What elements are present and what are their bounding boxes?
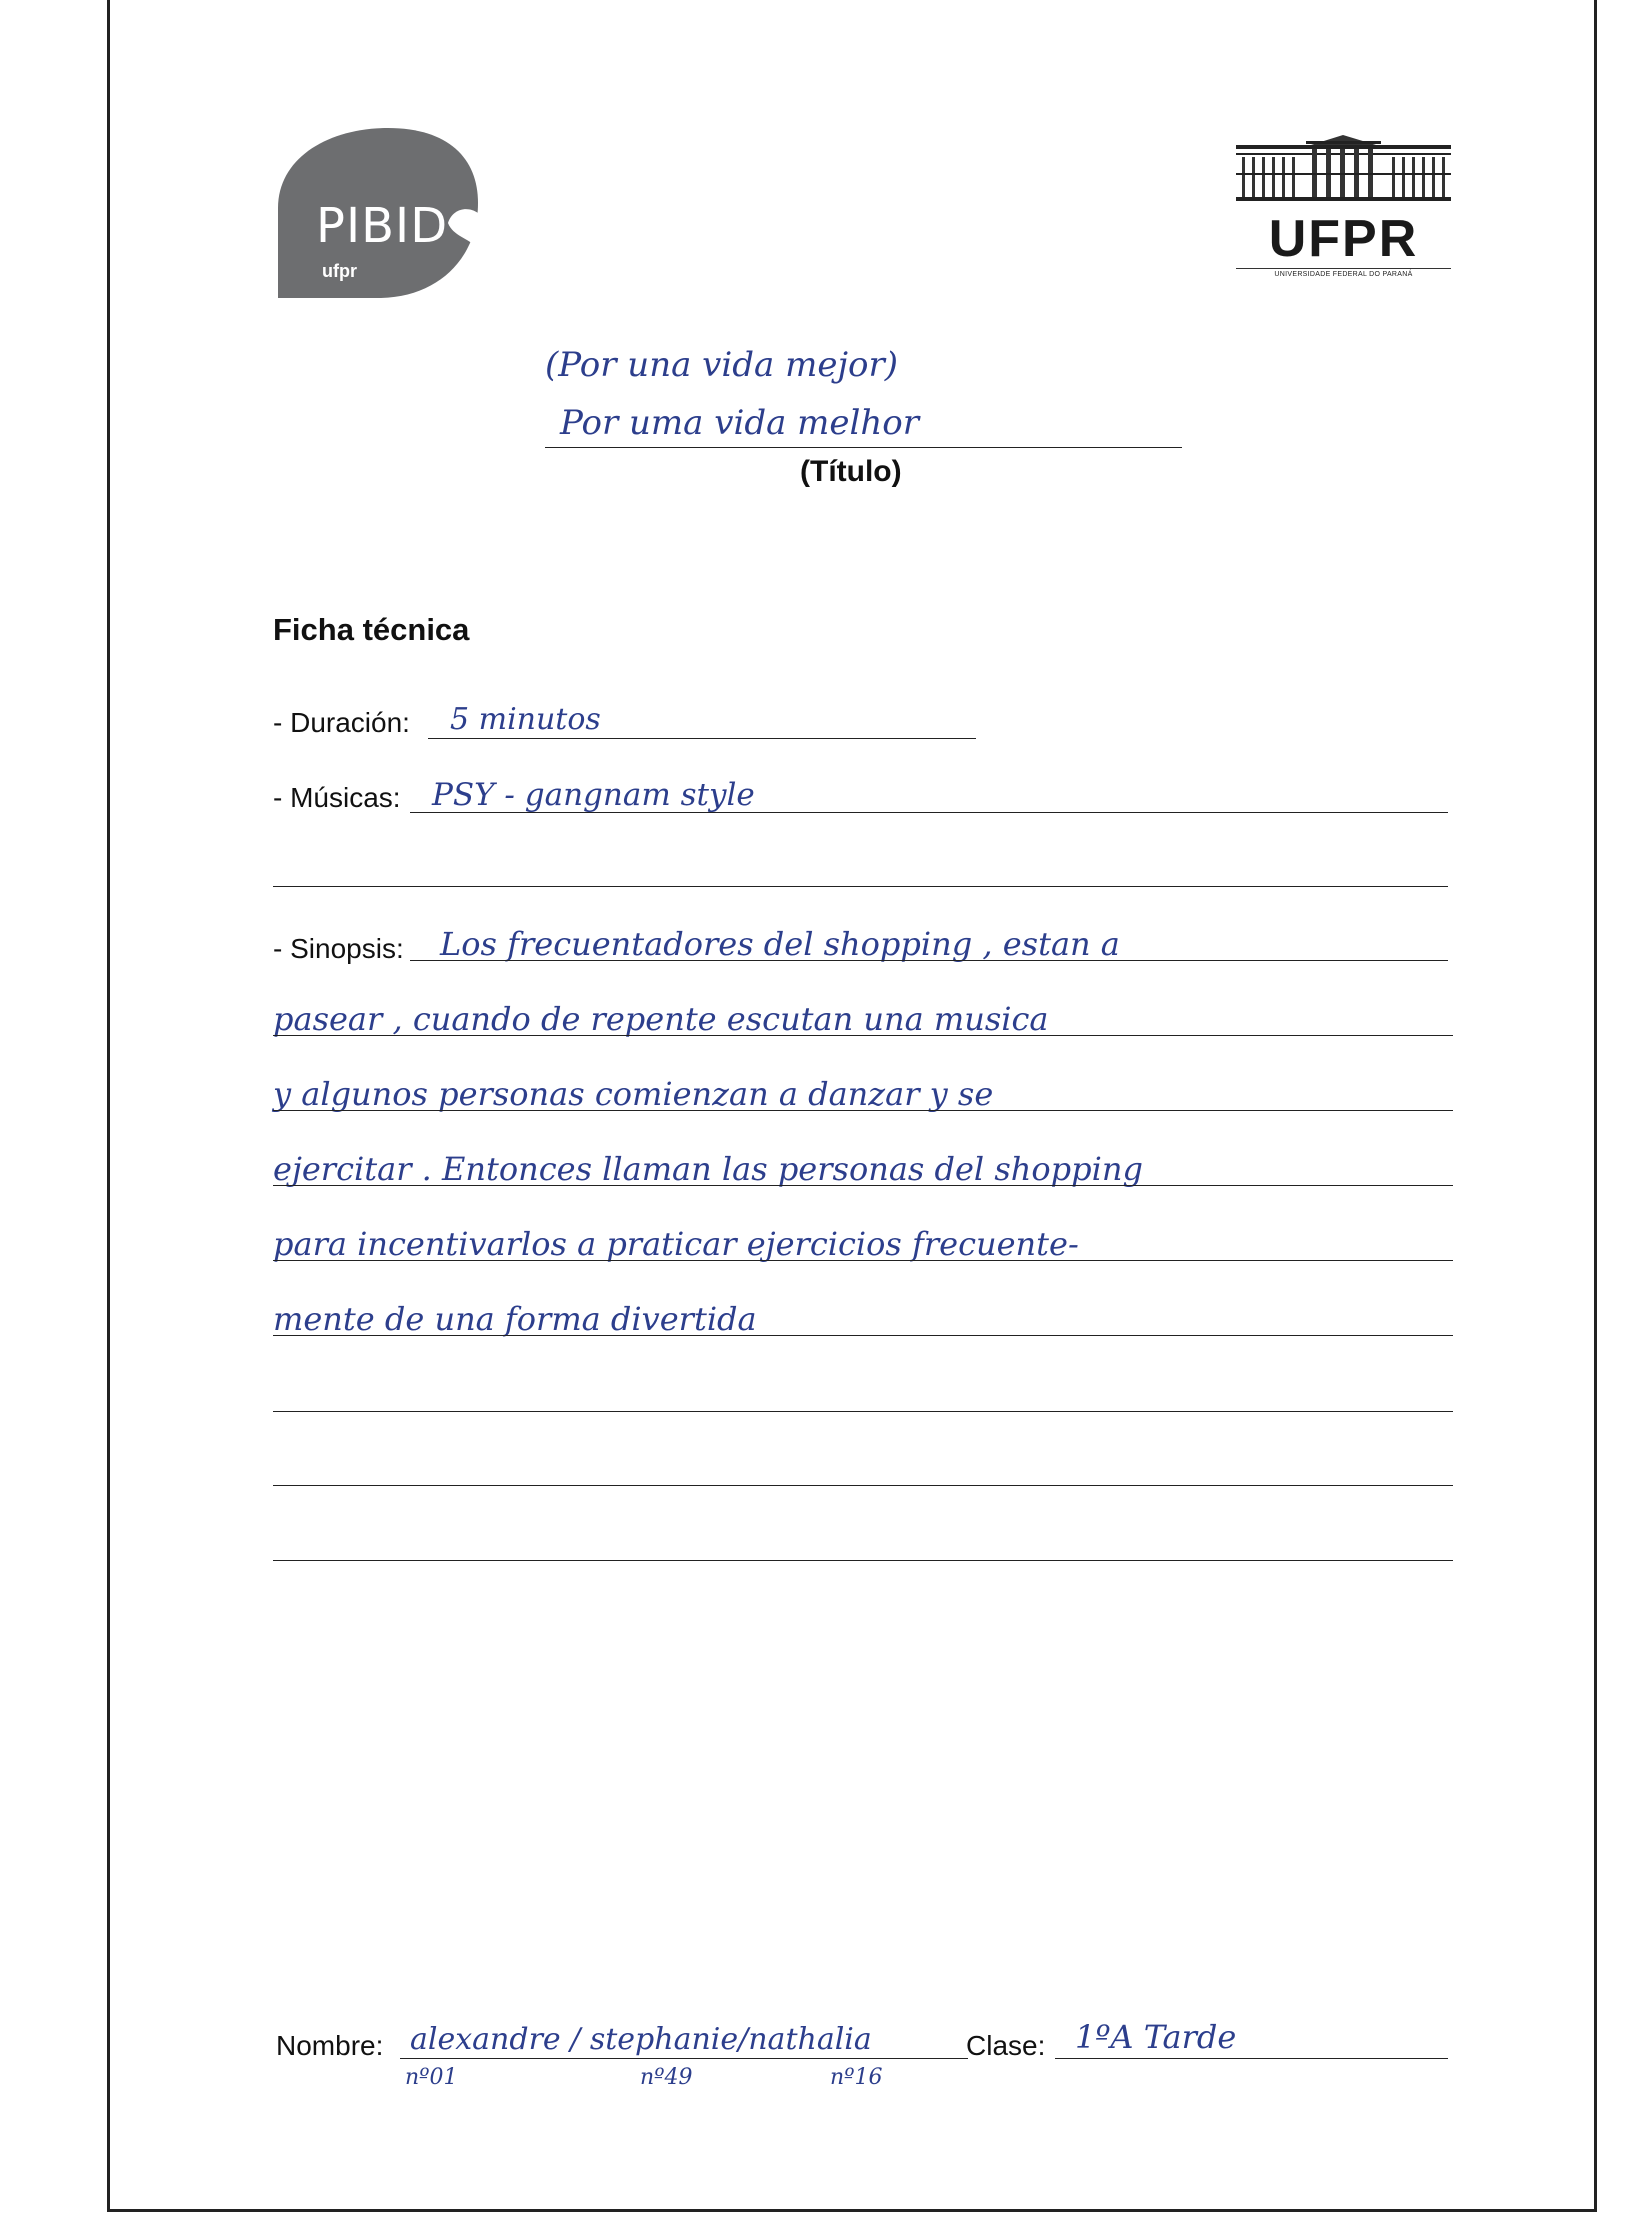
clase-line xyxy=(1055,2058,1448,2059)
sinopsis-rule-1 xyxy=(410,960,1448,961)
sinopsis-line-6: mente de una forma divertida xyxy=(273,1300,757,1338)
duracion-value: 5 minutos xyxy=(450,702,601,737)
title-spanish: (Por una vida mejor) xyxy=(545,345,898,385)
title-underline xyxy=(545,447,1182,448)
nombre-number-1: nº01 xyxy=(405,2065,458,2090)
clase-value: 1ºA Tarde xyxy=(1075,2018,1237,2056)
pibid-logo-text: PIBID xyxy=(316,198,449,254)
sinopsis-rule-4 xyxy=(273,1185,1453,1186)
nombre-line xyxy=(400,2058,968,2059)
duracion-label: - Duración: xyxy=(273,707,410,738)
sinopsis-rule-6 xyxy=(273,1335,1453,1336)
nombre-number-2: nº49 xyxy=(640,2065,693,2090)
duracion-line xyxy=(428,738,976,739)
sinopsis-line-2: pasear , cuando de repente escutan una musica xyxy=(273,1000,1049,1038)
ufpr-building-icon xyxy=(1236,135,1451,207)
sinopsis-rule-7 xyxy=(273,1411,1453,1412)
sinopsis-line-1: Los frecuentadores del shopping , estan a xyxy=(440,925,1120,963)
sinopsis-rule-8 xyxy=(273,1485,1453,1486)
musicas-value: PSY - gangnam style xyxy=(432,777,755,813)
musicas-line xyxy=(410,812,1448,813)
nombre-number-3: nº16 xyxy=(830,2065,883,2090)
ufpr-logo-subtext: UNIVERSIDADE FEDERAL DO PARANÁ xyxy=(1236,268,1451,278)
title-portuguese: Por uma vida melhor xyxy=(560,403,920,443)
nombre-label: Nombre: xyxy=(276,2030,384,2061)
sinopsis-rule-9 xyxy=(273,1560,1453,1561)
musicas-extra-line xyxy=(273,886,1448,887)
sinopsis-line-3: y algunos personas comienzan a danzar y se xyxy=(273,1075,994,1113)
pibid-logo xyxy=(278,128,478,298)
sinopsis-rule-3 xyxy=(273,1110,1453,1111)
sinopsis-label: - Sinopsis: xyxy=(273,933,404,964)
clase-label: Clase: xyxy=(966,2030,1046,2061)
ufpr-logo xyxy=(1236,135,1451,277)
sinopsis-line-5: para incentivarlos a praticar ejercicios frecuente- xyxy=(273,1225,1079,1263)
pibid-logo-subtext: ufpr xyxy=(322,261,357,281)
title-label: (Título) xyxy=(800,455,902,488)
nombre-value: alexandre / stephanie/nathalia xyxy=(410,2022,872,2057)
musicas-label: - Músicas: xyxy=(273,782,401,813)
sinopsis-rule-2 xyxy=(273,1035,1453,1036)
ficha-heading: Ficha técnica xyxy=(273,612,470,647)
sinopsis-rule-5 xyxy=(273,1260,1453,1261)
sinopsis-line-4: ejercitar . Entonces llaman las personas del shopping xyxy=(273,1150,1143,1188)
ufpr-logo-text: UFPR xyxy=(1268,210,1419,268)
